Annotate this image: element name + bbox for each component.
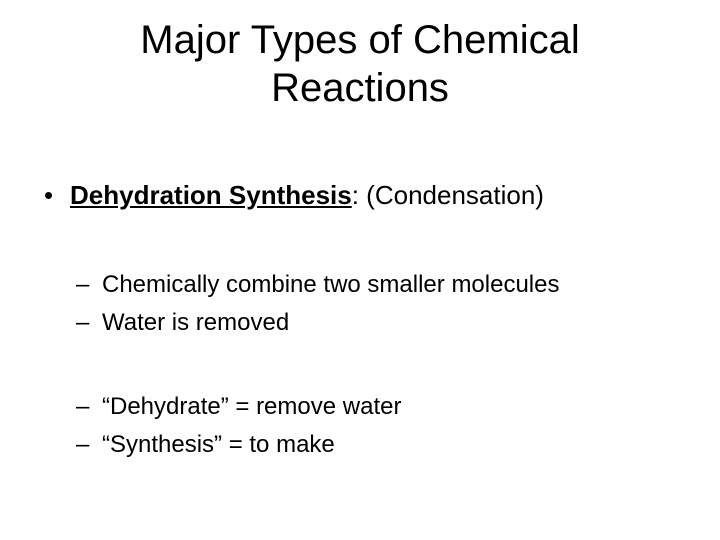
- main-bullet: [44, 178, 544, 212]
- dash-marker: –: [76, 431, 90, 458]
- title-line-1: Major Types of Chemical: [140, 18, 580, 62]
- sub-bullet: [76, 388, 401, 426]
- title-line-2: Reactions: [271, 66, 449, 110]
- slide-title: [0, 16, 720, 112]
- bullet-marker: •: [44, 180, 54, 210]
- dash-marker: –: [76, 309, 90, 336]
- sub-bullets-group-1: [76, 266, 560, 342]
- sub-bullet: [76, 266, 560, 304]
- sub-bullets-group-2: [76, 388, 401, 464]
- bullet-rest: : (Condensation): [351, 180, 544, 210]
- dash-marker: –: [76, 271, 90, 298]
- dash-marker: –: [76, 393, 90, 420]
- sub-bullet: [76, 304, 560, 342]
- sub-bullet: [76, 426, 401, 464]
- sub-bullet-text: “Synthesis” = to make: [102, 431, 335, 458]
- sub-bullet-text: Chemically combine two smaller molecules: [102, 271, 560, 298]
- sub-bullet-text: Water is removed: [102, 309, 290, 336]
- bullet-term: Dehydration Synthesis: [70, 180, 352, 210]
- sub-bullet-text: “Dehydrate” = remove water: [102, 393, 402, 420]
